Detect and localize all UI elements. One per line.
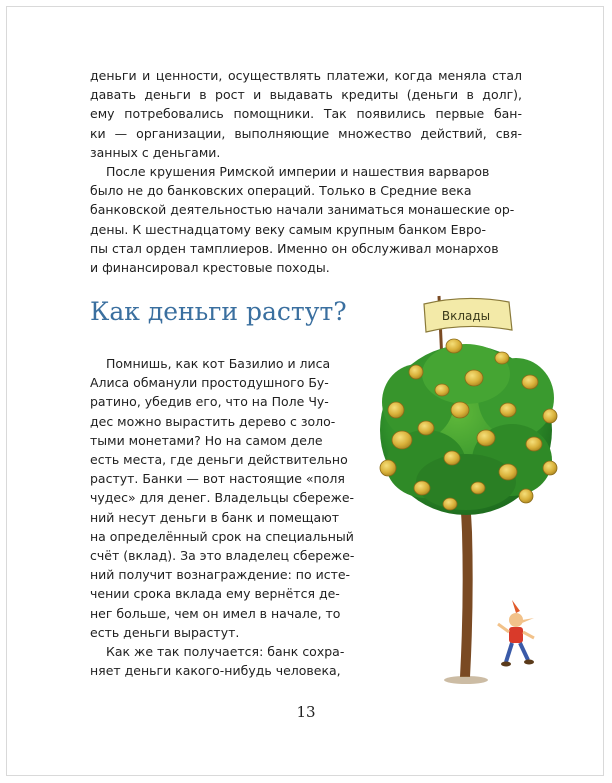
text-line: на определённый срок на специальный <box>90 528 354 544</box>
text-line: банковской деятельностью начали заниматься монашеские ор- <box>90 202 515 218</box>
text-line: чудес» для денег. Владельцы сбереже- <box>90 490 355 506</box>
text-line: ратино, убедив его, что на Поле Чу- <box>90 394 329 410</box>
text-line: Как же так получается: банк сохра- <box>106 644 345 659</box>
section-paragraph-1 <box>90 354 362 642</box>
text-line: чении срока вклада ему вернётся де- <box>90 586 340 602</box>
text-line: няет деньги какого-нибудь человека, <box>90 663 341 679</box>
text-line: есть места, где деньги действительно <box>90 452 348 468</box>
section-paragraph-2 <box>90 642 362 680</box>
text-line: деньги и ценности, осуществлять платежи, когда меняла стал <box>90 68 522 83</box>
section-heading: Как деньги растут? <box>90 297 347 326</box>
text-line: было не до банковских операций. Только в Средние века <box>90 183 472 199</box>
text-line: нег больше, чем он имел в начале, то <box>90 605 341 621</box>
text-line: растут. Банки — вот настоящие «поля <box>90 471 345 487</box>
text-line: и финансировал крестовые походы. <box>90 260 330 276</box>
history-paragraph <box>90 162 522 277</box>
ground-shadow <box>444 676 488 684</box>
text-line: счёт (вклад). За это владелец сбереже- <box>90 548 355 564</box>
money-tree-illustration <box>366 282 578 692</box>
character-figure <box>498 600 534 667</box>
text-line: ки — организации, выполняющие множество действий, свя- <box>90 125 522 141</box>
text-line: давать деньги в рост и выдавать кредиты (деньги в долг), <box>90 87 522 103</box>
text-line: тыми монетами? Но на самом деле <box>90 432 323 448</box>
text-line: После крушения Римской империи и нашествия варваров <box>106 164 490 179</box>
text-line: есть деньги вырастут. <box>90 624 240 640</box>
sign-label: Вклады <box>441 309 491 323</box>
page-number: 13 <box>296 703 316 721</box>
text-line: занных с деньгами. <box>90 144 221 160</box>
text-line: дены. К шестнадцатому веку самым крупным банком Евро- <box>90 221 487 237</box>
text-line: ний несут деньги в банк и помещают <box>90 509 339 525</box>
intro-paragraph <box>90 66 522 162</box>
text-line: ему потребовались помощники. Так появились первые бан- <box>90 106 522 122</box>
text-line: Помнишь, как кот Базилио и лиса <box>106 356 331 371</box>
text-line: Алиса обманули простодушного Бу- <box>90 375 329 391</box>
text-line: пы стал орден тамплиеров. Именно он обслуживал монархов <box>90 240 499 256</box>
text-line: ний получит вознаграждение: по исте- <box>90 567 351 583</box>
text-line: дес можно вырастить дерево с золо- <box>90 413 336 429</box>
